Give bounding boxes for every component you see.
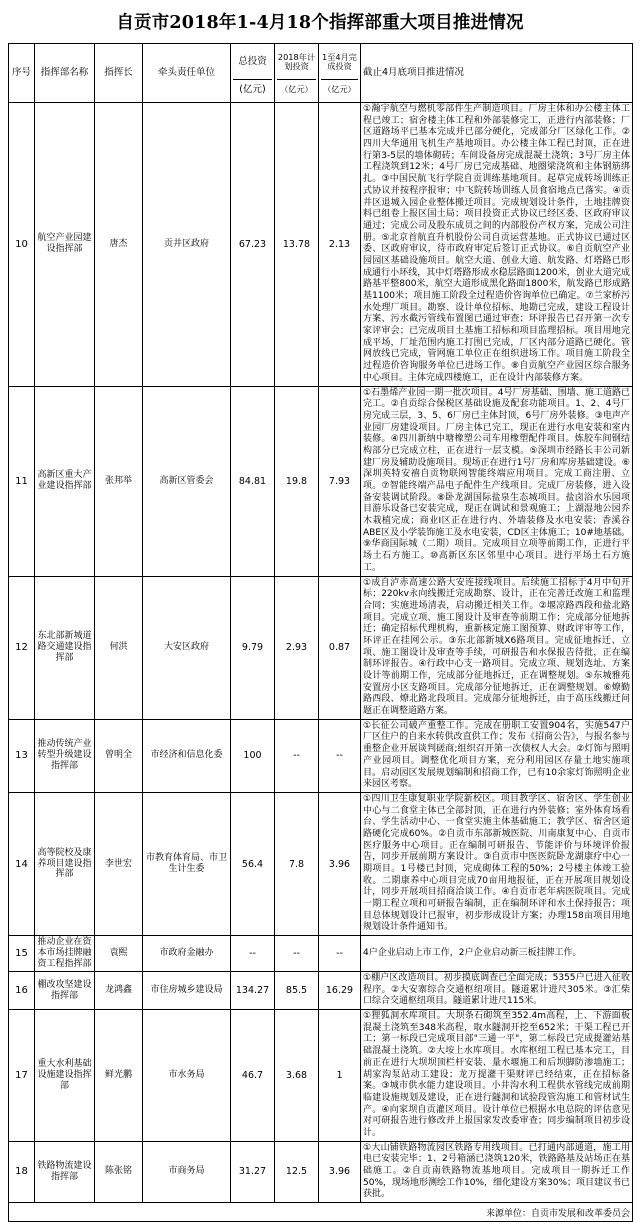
cell-unit: 市教育体育局、市卫生计生委 xyxy=(143,792,231,935)
cell-total-invest: 31.27 xyxy=(231,1141,275,1202)
table-row xyxy=(9,386,633,576)
cell-chief: 李世宏 xyxy=(95,792,143,935)
column-header-unit: 牵头责任单位 xyxy=(143,44,231,103)
cell-total-invest: 84.81 xyxy=(231,386,275,576)
cell-plan-invest: -- xyxy=(275,719,319,792)
cell-name: 棚改攻坚建设指挥部 xyxy=(35,972,95,1010)
cell-plan-invest: -- xyxy=(275,936,319,972)
cell-seq: 10 xyxy=(9,103,35,387)
table-header xyxy=(9,44,633,103)
column-header-name: 指挥部名称 xyxy=(35,44,95,103)
cell-plan-invest: 2.93 xyxy=(275,576,319,719)
cell-name: 航空产业园建设指挥部 xyxy=(35,103,95,387)
cell-seq: 14 xyxy=(9,792,35,935)
column-header-seq: 序号 xyxy=(9,44,35,103)
cell-unit: 贡井区政府 xyxy=(143,103,231,387)
table-row xyxy=(9,103,633,387)
cell-done-invest: 7.93 xyxy=(319,386,361,576)
table-row xyxy=(9,1141,633,1202)
cell-name: 东北部新城道路交通建设指挥部 xyxy=(35,576,95,719)
cell-unit: 市经济和信息化委 xyxy=(143,719,231,792)
cell-name: 高等院校及康养项目建设指挥部 xyxy=(35,792,95,935)
cell-total-invest: 67.23 xyxy=(231,103,275,387)
table-row xyxy=(9,936,633,972)
table-row xyxy=(9,719,633,792)
column-header-done-invest-label: 1至4月完成投资 xyxy=(321,46,358,80)
cell-seq: 16 xyxy=(9,972,35,1010)
cell-progress: 4户企业启动上市工作，2户企业启动新三板挂牌工作。 xyxy=(361,936,633,972)
cell-plan-invest: 19.8 xyxy=(275,386,319,576)
cell-unit: 市水务局 xyxy=(143,1010,231,1142)
cell-unit: 大安区政府 xyxy=(143,576,231,719)
column-header-progress: 截止4月底项目推进情况 xyxy=(361,44,633,103)
cell-seq: 13 xyxy=(9,719,35,792)
cell-chief: 唐杰 xyxy=(95,103,143,387)
column-header-plan-invest xyxy=(275,44,319,103)
cell-seq: 15 xyxy=(9,936,35,972)
cell-progress: ①石墨烯产业园一期一批次项目。4号厂房基础、围墙、施工道路已完工。②自贡综合保税区基础设施及配套功能项目。1、2、4号厂房完成三层，3、5、6厂房已主体封顶，6号厂房外装修。③电声产业园厂房建设项目。厂房主体已完工，现正在进行水电安装和室内装修。④四川新纳中塘橡塑公司车用橡塑配件项目。炼胶车间钢结构部分已完成立柱，正在进行一层支模。⑤深圳市经路长丰公司新建厂房及辅助设施项目。现场正在进行1号厂房和库房基础建设。⑥深圳英特安禧自贡物联网智能终端应用项目。完成工商注册、立项。⑦智能终端产品电子配件生产线项目。完成厂房装修，进入设备安装调试阶段。⑧卧龙湖国际盐泉生态城项目。盐卤浴水乐园项目游乐设备已安装完成，现正在调试和景观施工；上湖湿地公园乔木栽植完成；商业I区正在进行内、外墙装修及水电安装；香溪谷ABE区及小学装饰施工及水电安装，CD区主体施工；10#地基础。⑨华商国际城（二期）项目。完成项目立项等前期工作，正进行平场土石方施工。⑩高新区东区邻里中心项目。进行平场土石方施工。 xyxy=(361,386,633,576)
column-header-done-invest xyxy=(319,44,361,103)
cell-total-invest: -- xyxy=(231,936,275,972)
cell-plan-invest: 7.8 xyxy=(275,792,319,935)
cell-progress: ①狸狐洞水库项目。大坝条石砌筑至352.4m高程，上、下游面板混凝土浇筑至348米高程，取水隧洞开挖至652米；干渠工程已开工；第一标段已完成项目部"三通一平"，第二标段已完成提灌站基础混凝土浇筑。②大垵上水库项目。水库枢纽工程已基本完工，目前正在进行大坝坝顶栏杆安装、量水堰施工和后坝脚防渗墙施工；胡家沟泵站动工建设；龙万提灌干渠财评已经结束，正在招标备案。③城市供水能力建设项目。小井沟水利工程供水管线完成前期临建设施规划及建设，正在进行隧洞和试验段管沟施工和管材试生产。④向家坝自贡灌区项目。设计单位已根据水电总院的评估意见对可研报告进行修改并上报国家发改委审查；同步编制项目初步设计。 xyxy=(361,1010,633,1142)
header-row xyxy=(9,44,633,103)
cell-progress: ①四川卫生康复职业学院新校区。项目教学区、宿舍区、学生创业中心与二食堂主体已全部封顶，正在进行内外装修；室外体育场看台、学生活动中心、一食堂实施主体基础施工；教学区、宿舍区道路硬化完成60%。②自贡市东部新城医院、川南康复中心、自贡市医疗服务中心项目。正在编制可研报告、节能评价与环境评价报告，同步开展前期方案设计。③自贡市中医医院卧龙湖康疗中心一期项目。1号楼已封顶，完成砌体工程的50%；2号楼主体竣工验收。二期康养中心项目完成70亩用地报征，正在开展项目规划设计，同步开展项目招商洽谈工作。④自贡市老年病医院项目。完成一期工程立项和可研报告编制，正在编制环评和水土保持报告；项目总体规划设计已报审，初步形成设计方案；办理158亩项目用地规划设计条件通知书。 xyxy=(361,792,633,935)
cell-name: 推动企业在资本市场挂牌融资工程指挥部 xyxy=(35,936,95,972)
cell-progress: ①成自泸赤高速公路大安连接线项目。后续施工招标于4月中旬开标；220kv永向线搬迁完成勘察、设计，正在完善迁改施工和监理合同；实施进场清表，启动搬迁相关工作。②堰凉路西段和盐北路项目。完成立项、施工图设计及审查等前期工作；完成部分征地拆迁；确定招标代理机构，重新核定施工图预算、财政评审等工作，环评正在挂网公示。③东北部新城X6路项目。完成征地拆迁、立项、施工图设计及审查等手续，可研报告和水保报告待批，正在编制环评报告。④行政中心支一路项目。完成立项、规划选址、方案设计等前期工作，完成部分征地拆迁，正在调整规划。⑤东城雅苑安置房小区支路项目。完成部分征地拆迁，正在调整规划。⑥燎勤路西段、燎北路北段项目。完成部分征地拆迁，由于高压线搬迁问题正在调整道路方案。 xyxy=(361,576,633,719)
cell-total-invest: 9.79 xyxy=(231,576,275,719)
cell-name: 铁路物流建设指挥部 xyxy=(35,1141,95,1202)
column-header-total-invest xyxy=(231,44,275,103)
table-row xyxy=(9,792,633,935)
cell-chief: 何洪 xyxy=(95,576,143,719)
cell-progress: ①瀚宇航空与燃机零部件生产制造项目。厂房主体和办公楼主体工程已竣工；宿舍楼主体工程和外部装修完工，正进行内部装修；厂区道路场平已基本完成并已部分硬化，完成部分厂区绿化工作。②四川大华通用飞机生产基地项目。办公楼主体工程已封顶，正在进行第3-5层的墙体砌砖；车间设备房完成混凝土浇筑；3号厂房主体工程浇筑到12米；4号厂房已完成基础、地圈梁浇筑和主体钢筋绑扎。③中国民航飞行学院自贡训练基地项目。起草完成转场训练正式协议并按程序报审；中飞院转场训练人员食宿地点已落实。④贡井区退城入园企业整体搬迁项目。完成规划设计条件，土地挂牌资料已组卷上报区国土局；项目投资正式协议已经区委、区政府审议通过；完成公司及股东成员之间的内部股份产权方案，完成公司注册。⑤北京首航直升机股份公司自贡运营基地。正式协议已通过区委、区政府审议，待市政府审定后签订正式协议。⑥自贡航空产业园园区基础设施项目。航空大道、创业大道、航发路、灯塔路已形成通行小环线，其中灯塔路形成水稳层路面1200米，创业大道完成路基平整800米，航空大道形成黑化路面1800米，航发路已形成路基1100米；项目施工阶段全过程造价咨询单位已确定。⑦兰家桥污水处理厂项目。勘察、设计单位招标、地勘已完成，建设工程设计方案、污水截污管线布置图已通过审查；环评报告已召开第一次专家评审会；已完成项目土基施工招标和项目监理招标。项目用地完成平场，厂址范围内施工打围已完成，厂区内部分道路已硬化。管网放线已完成，管网施工单位正在组织进场工作。项目施工阶段全过程造价咨询服务单位已进场工作。⑧自贡航空产业园区综合服务中心项目。主体完成四楼施工，正在设计内部装修方案。 xyxy=(361,103,633,387)
cell-total-invest: 56.4 xyxy=(231,792,275,935)
cell-progress: ①长征公司破产重整工作。完成在册职工安置904名，实施547户厂区住户的自来水转供改直供工作；发布《招商公告》，与报名参与重整企业开展谈判磋商;组织召开第一次债权人大会。②灯饰与照明产业园项目。调整优化项目方案，充分利用园区存量土地实施项目。启动园区发展规划编制和招商工作，已有10余家灯饰照明企业来园区考察。 xyxy=(361,719,633,792)
cell-chief: 鲜光鹏 xyxy=(95,1010,143,1142)
column-header-plan-invest-label: 2018年计划投资 xyxy=(277,46,316,80)
cell-name: 重大水利基础设施建设指挥部 xyxy=(35,1010,95,1142)
cell-chief: 龙鸿鑫 xyxy=(95,972,143,1010)
cell-done-invest: 3.96 xyxy=(319,1141,361,1202)
table-body xyxy=(9,103,633,1203)
cell-done-invest: 2.13 xyxy=(319,103,361,387)
source-unit: 来源单位：自贡市发展和改革委员会 xyxy=(9,1203,633,1222)
cell-unit: 市商务局 xyxy=(143,1141,231,1202)
cell-seq: 12 xyxy=(9,576,35,719)
cell-plan-invest: 12.5 xyxy=(275,1141,319,1202)
cell-seq: 11 xyxy=(9,386,35,576)
column-header-chief: 指挥长 xyxy=(95,44,143,103)
cell-seq: 17 xyxy=(9,1010,35,1142)
column-header-plan-invest-unit: （亿元） xyxy=(280,84,313,95)
column-header-total-invest-label: 总投资 xyxy=(233,46,272,80)
cell-unit: 高新区管委会 xyxy=(143,386,231,576)
cell-name: 高新区重大产业建设指挥部 xyxy=(35,386,95,576)
table-row xyxy=(9,1010,633,1142)
table-footer xyxy=(9,1203,633,1222)
cell-progress: ①大山铺铁路物流园区铁路专用线项目。已打通内部通道，施工用电已安装完毕；1、2号箱涵已浇筑120米，铁路路基及站场正在基础施工。②自贡南铁路物流基地项目。完成项目一期拆迁工作50%，现场地形测绘工作10%，细化建设方案30%；项目建议书已获批。 xyxy=(361,1141,633,1202)
page-title: 自贡市2018年1-4月18个指挥部重大项目推进情况 xyxy=(116,13,524,33)
cell-done-invest: 0.87 xyxy=(319,576,361,719)
cell-seq: 18 xyxy=(9,1141,35,1202)
cell-done-invest: 1 xyxy=(319,1010,361,1142)
cell-plan-invest: 85.5 xyxy=(275,972,319,1010)
cell-unit: 市政府金融办 xyxy=(143,936,231,972)
cell-total-invest: 46.7 xyxy=(231,1010,275,1142)
cell-progress: ①棚户区改造项目。初步摸底调查已全面完成；5355户已进入征收程序。②大安寨综合交通枢纽项目。隧道累计进尺305米。③汇柴口综合交通枢纽项目。隧道累计进尺115米。 xyxy=(361,972,633,1010)
project-progress-table xyxy=(8,43,633,1222)
cell-name: 推动传统产业转型升级建设指挥部 xyxy=(35,719,95,792)
footer-row xyxy=(9,1203,633,1222)
cell-chief: 袁熙 xyxy=(95,936,143,972)
table-row xyxy=(9,576,633,719)
cell-plan-invest: 3.68 xyxy=(275,1010,319,1142)
cell-total-invest: 100 xyxy=(231,719,275,792)
cell-total-invest: 134.27 xyxy=(231,972,275,1010)
cell-chief: 曾明全 xyxy=(95,719,143,792)
cell-done-invest: 16.29 xyxy=(319,972,361,1010)
cell-done-invest: -- xyxy=(319,719,361,792)
cell-unit: 市住房城乡建设局 xyxy=(143,972,231,1010)
table-row xyxy=(9,972,633,1010)
cell-chief: 陈张铭 xyxy=(95,1141,143,1202)
cell-done-invest: -- xyxy=(319,936,361,972)
column-header-total-invest-unit: (亿元) xyxy=(239,83,266,95)
cell-plan-invest: 13.78 xyxy=(275,103,319,387)
cell-done-invest: 3.96 xyxy=(319,792,361,935)
column-header-done-invest-unit: （亿元） xyxy=(323,84,356,95)
cell-chief: 张邦举 xyxy=(95,386,143,576)
